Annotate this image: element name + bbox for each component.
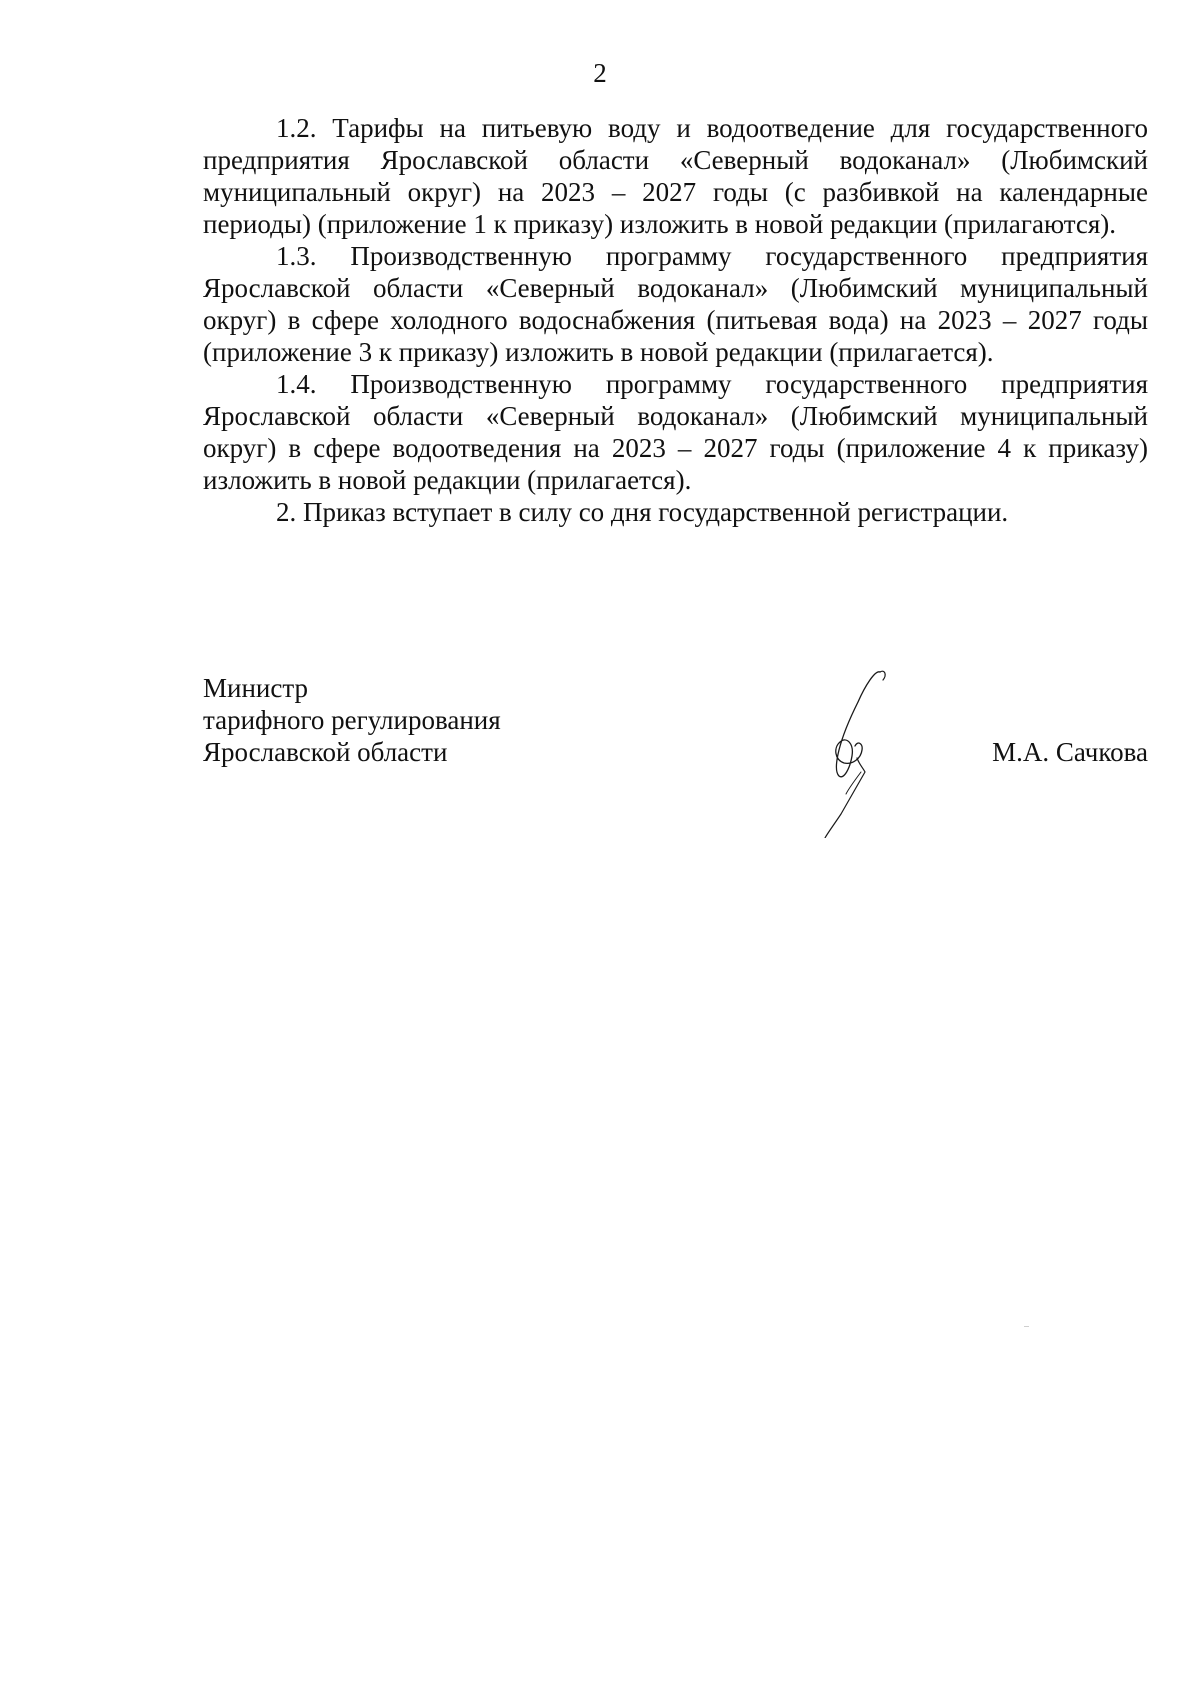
signer-title-line: Ярославской области — [203, 737, 448, 767]
paragraph-1-2: 1.2. Тарифы на питьевую воду и водоотведение для государственного предприятия Ярославской области «Северный водоканал» (Любимский муниципальный округ) на 2023 – 2027 годы (с разбивкой на календарные периоды) (приложение 1 к приказу) изложить в новой редакции (прилагаются). — [203, 113, 1148, 239]
paragraph-1-4: 1.4. Производственную программу государственного предприятия Ярославской области «Северный водоканал» (Любимский муниципальный округ) в сфере водоотведения на 2023 – 2027 годы (приложение 4 к приказу) изложить в новой редакции (прилагается). — [203, 369, 1148, 495]
scan-speck — [1024, 1326, 1029, 1327]
paragraph-1-3: 1.3. Производственную программу государственного предприятия Ярославской области «Северный водоканал» (Любимский муниципальный округ) в сфере холодного водоснабжения (питьевая вода) на 2023 – 2027 годы (приложение 3 к приказу) изложить в новой редакции (прилагается). — [203, 241, 1148, 367]
paragraph-2: 2. Приказ вступает в силу со дня государственной регистрации. — [276, 497, 1009, 527]
handwritten-signature — [803, 668, 923, 838]
signer-title-line: тарифного регулирования — [203, 705, 501, 735]
document-body — [203, 112, 1148, 528]
signer-name: М.А. Сачкова — [992, 737, 1148, 767]
page-number: 2 — [593, 58, 607, 88]
signature-block — [203, 672, 1148, 842]
signer-title-line: Министр — [203, 673, 308, 703]
signer-title — [203, 672, 501, 768]
